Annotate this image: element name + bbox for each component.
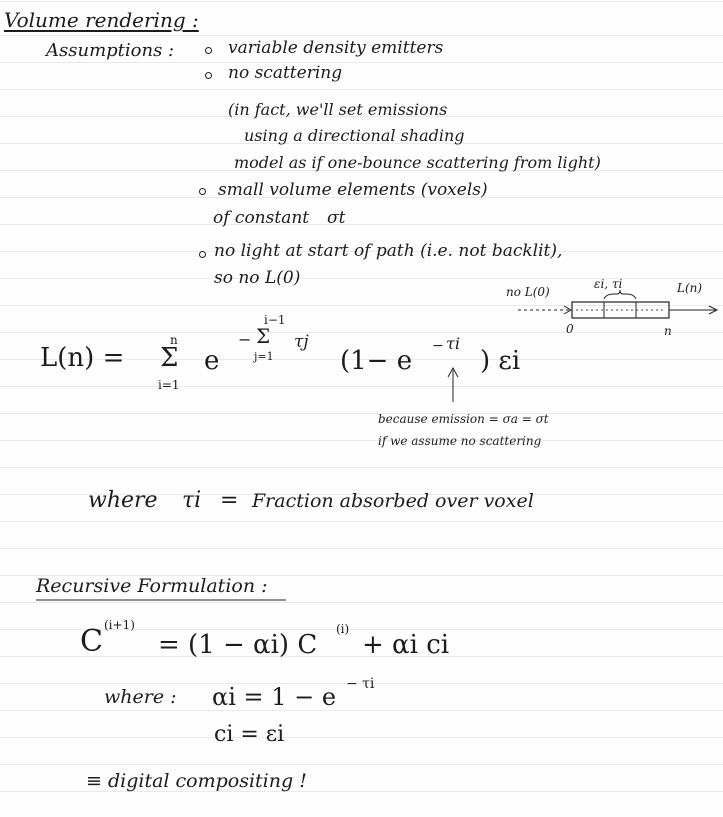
sigma-t-symbol: σt [327,208,346,228]
assumption-item: variable density emitters [228,38,444,58]
assumption-item: no light at start of path (i.e. not backlit), [214,241,563,261]
sum-lower-limit: i=1 [158,378,180,392]
diagram-n-label: n [664,324,672,338]
paren-expression: (1− e [340,346,413,376]
exp-minus: − [238,330,252,349]
recursion-tail: + αi ci [362,630,450,660]
diagram-eps-tau-label: εi, τi [594,277,623,291]
section-title-volume-rendering: Volume rendering : [4,8,199,32]
where-definition: Fraction absorbed over voxel [252,490,534,512]
alpha-exponent: − τi [346,676,375,692]
section-title-recursive: Recursive Formulation : [36,575,268,597]
assumptions-label: Assumptions : [46,40,175,61]
alpha-definition: αi = 1 − e [212,683,337,711]
sum-sigma: Σ [160,343,179,373]
where-equals: = [220,488,239,513]
where-tau: τi [182,488,202,513]
assumption-item: no scattering [228,63,343,83]
recursion-where-label: where : [104,686,177,708]
diagram-no-l0-label: no L(0) [506,285,550,299]
diagram-zero-label: 0 [566,322,574,336]
no-l0-text: so no L(0) [214,268,301,288]
scatter-note-line: (in fact, we'll set emissions [228,100,448,119]
exp-sum-sigma: Σ [256,324,271,348]
assumption-item: small volume elements (voxels) [218,180,488,200]
emission-note-line: because emission = σa = σt [378,412,549,426]
paren-exp-minus: − [432,338,444,354]
equation-lhs: L(n) = [40,343,125,373]
ci-definition: ci = εi [214,722,285,747]
digital-compositing-note: ≡ digital compositing ! [86,770,307,792]
voxel-constant-text: of constant [213,208,310,228]
exp-sum-upper: i−1 [264,313,286,327]
emission-note-line: if we assume no scattering [378,434,542,448]
scatter-note-line: using a directional shading [244,126,465,145]
exp-sum-lower: j=1 [254,350,274,363]
exp-tau-j: τj [294,332,309,352]
exp-base-e: e [204,346,220,376]
close-eps: ) εi [480,346,521,376]
sum-upper-limit: n [170,333,178,347]
voxel-brace [604,290,636,299]
recursion-middle: = (1 − αi) C [158,630,318,660]
recursion-lhs-c: C [80,624,103,659]
paren-exp-tau: τi [446,334,460,353]
diagram-ln-label: L(n) [677,281,703,295]
recursion-lhs-superscript: (i+1) [104,618,135,632]
recursion-mid-superscript: (i) [336,622,350,636]
where-label: where [88,488,158,513]
scatter-note-line: model as if one-bounce scattering from light) [234,153,601,172]
